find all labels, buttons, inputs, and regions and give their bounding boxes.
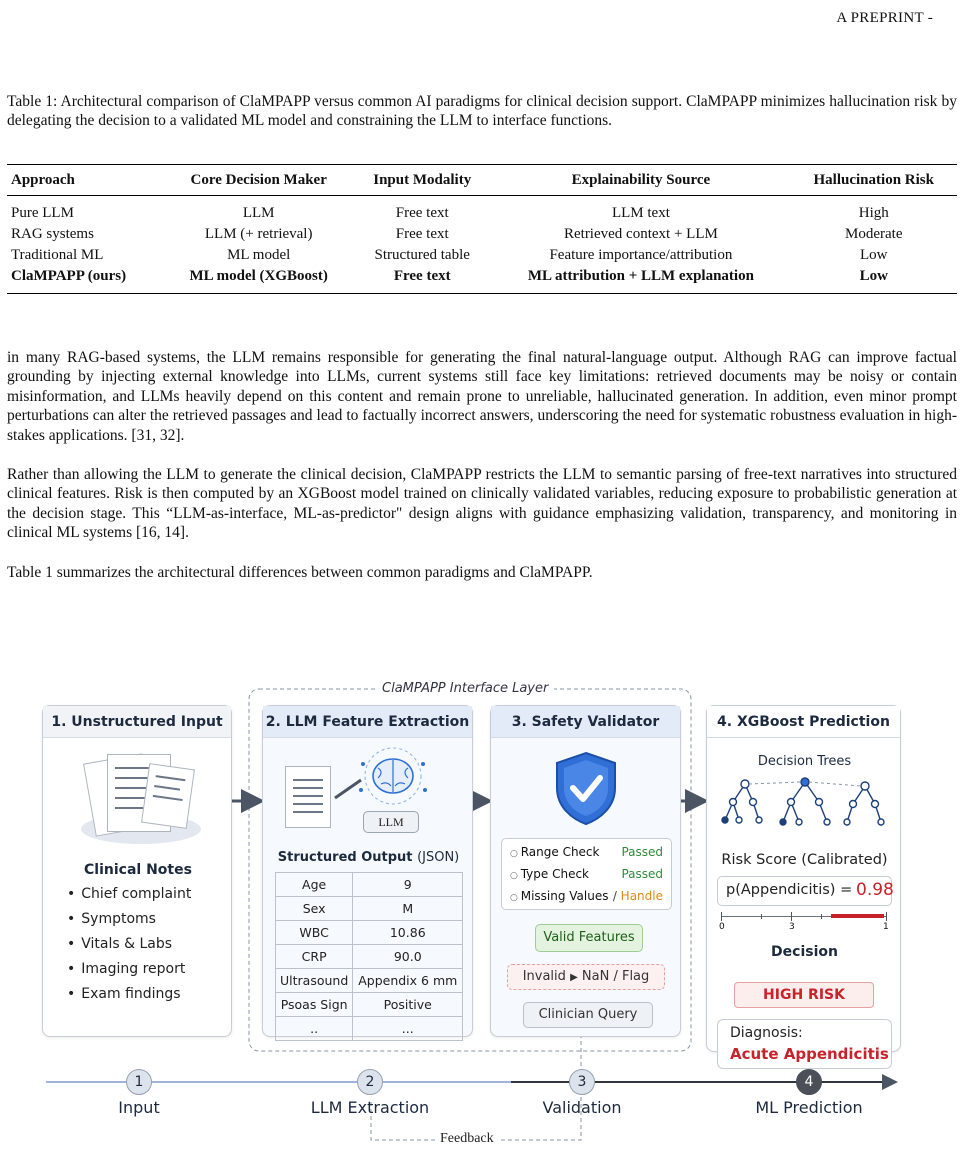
feedback-label: Feedback <box>436 1131 498 1147</box>
table-row <box>276 1017 463 1041</box>
col-hallucination-risk: Hallucination Risk <box>791 165 958 196</box>
brain-icon <box>333 746 443 812</box>
panel-llm-feature-extraction <box>262 705 473 1037</box>
table-cell: LLM text <box>611 205 670 221</box>
step-label: LLM Extraction <box>310 1098 430 1117</box>
risk-score-label: Risk Score (Calibrated) <box>721 852 888 868</box>
step-marker: 3 <box>569 1069 595 1095</box>
table-cell: Pure LLM <box>11 205 74 221</box>
feature-name: CRP <box>276 945 353 969</box>
feature-name: .. <box>276 1017 353 1041</box>
probability-value: 0.98 <box>856 880 894 900</box>
status-badge: Passed <box>621 845 663 859</box>
panel-title: 2. LLM Feature Extraction <box>263 706 472 738</box>
panel-title: 3. Safety Validator <box>491 706 680 738</box>
table-cell: Free text <box>395 226 449 242</box>
col-core-decision-maker: Core Decision Maker <box>164 165 353 196</box>
valid-features-pill: Valid Features <box>535 924 643 952</box>
status-badge: Passed <box>621 867 663 881</box>
list-item: • Chief complaint <box>67 886 191 911</box>
clinical-notes-list <box>67 886 191 1011</box>
table-cell: Traditional ML <box>11 247 104 263</box>
status-badge: / Handle <box>612 889 663 903</box>
risk-scale-fill <box>831 914 884 918</box>
diagnosis-box <box>717 1019 892 1069</box>
panel-xgboost-prediction <box>706 705 901 1063</box>
step-marker: 4 <box>796 1069 822 1095</box>
llm-badge: LLM <box>363 811 419 833</box>
table-cell: Low <box>791 266 958 294</box>
table-row <box>276 945 463 969</box>
body-paragraph: in many RAG-based systems, the LLM remains responsible for generating the final natural-language output. Although RAG can improve factual grounding by injecting external knowledge into LLMs, current systems still face key limitations: retrieved documents may be noisy or contain misinformation, and LLMs heavily depend on this content and remain prone to unreliable, hallucinated generation. In addition, even minor prompt perturbations can alter the retrieved passages and lead to factually incorrect answers, underscoring the need for systematic robustness evaluation in high-stakes applications. [31, 32]. <box>7 349 957 444</box>
panel-safety-validator <box>490 705 681 1037</box>
structured-output-table <box>275 872 463 1041</box>
structured-output-title <box>263 850 474 865</box>
table-cell: Retrieved context + LLM <box>563 226 718 242</box>
panel-unstructured-input <box>42 705 232 1037</box>
table-caption: Table 1: Architectural comparison of ClaMPAPP versus common AI paradigms for clinical decision support. ClaMPAPP minimizes hallucination risk by delegating the decision to a validated ML model and constraining the LLM to interface functions. <box>7 93 957 129</box>
scale-tick-label: 0 <box>719 922 725 932</box>
decision-trees-icon <box>719 772 891 834</box>
table-cell: Free text <box>395 205 449 221</box>
validation-checks <box>501 838 672 910</box>
body-paragraph: Table 1 summarizes the architectural differences between common paradigms and ClaMPAPP. <box>7 564 593 581</box>
table-row <box>276 993 463 1017</box>
feature-name: Age <box>276 873 353 897</box>
feature-value: M <box>353 897 463 921</box>
table-cell: Feature importance/attribution <box>549 247 733 263</box>
feature-value: 90.0 <box>353 945 463 969</box>
list-item: • Symptoms <box>67 911 191 936</box>
table-row <box>276 921 463 945</box>
risk-scale <box>721 910 887 934</box>
table-row <box>276 969 463 993</box>
panel-title: 4. XGBoost Prediction <box>707 706 900 738</box>
table-cell: Free text <box>353 266 491 294</box>
running-head: A PREPRINT - <box>836 10 933 26</box>
table-cell: RAG systems <box>11 226 94 242</box>
shield-check-icon <box>553 750 619 826</box>
pipeline-figure <box>36 677 936 1155</box>
check-row-missing: ○ Missing Values / Handle <box>510 885 663 907</box>
step-label: ML Prediction <box>755 1098 863 1117</box>
col-approach: Approach <box>7 165 164 196</box>
table-row <box>7 245 957 266</box>
scale-tick-label: 3 <box>789 922 795 932</box>
clinician-query-pill: Clinician Query <box>523 1002 653 1028</box>
list-item: • Exam findings <box>67 986 191 1011</box>
table-row <box>7 224 957 245</box>
structured-output-format: (JSON) <box>417 850 460 865</box>
table-cell: ML model (XGBoost) <box>164 266 353 294</box>
scale-tick-label: 1 <box>883 922 889 932</box>
table-cell: ML attribution + LLM explanation <box>491 266 790 294</box>
feature-name: Psoas Sign <box>276 993 353 1017</box>
step-marker: 2 <box>357 1069 383 1095</box>
decision-badge: HIGH RISK <box>734 982 874 1008</box>
diagnosis-label: Diagnosis: <box>730 1025 803 1041</box>
table-cell: Structured table <box>374 247 470 263</box>
document-icon <box>285 766 331 828</box>
decision-label: Decision <box>771 944 838 960</box>
interface-layer-label: ClaMPAPP Interface Layer <box>376 681 554 696</box>
table-row <box>7 266 957 294</box>
table-cell: Low <box>860 247 888 263</box>
clinical-notes-icon <box>69 752 209 852</box>
table-row <box>276 873 463 897</box>
comparison-table <box>7 164 957 294</box>
list-item: • Vitals & Labs <box>67 936 191 961</box>
table-row <box>7 196 957 225</box>
feature-value: 9 <box>353 873 463 897</box>
table-cell: Moderate <box>845 226 903 242</box>
table-cell: LLM <box>242 205 275 221</box>
step-marker: 1 <box>126 1069 152 1095</box>
step-label: Validation <box>542 1098 622 1117</box>
diagnosis-value: Acute Appendicitis <box>730 1045 889 1063</box>
check-row-range: ○ Range Check Passed <box>510 841 663 863</box>
probability-box <box>717 876 892 906</box>
decision-trees-label: Decision Trees <box>757 754 852 769</box>
check-row-type: ○ Type Check Passed <box>510 863 663 885</box>
feature-name: Sex <box>276 897 353 921</box>
feature-value: ... <box>353 1017 463 1041</box>
feature-name: Ultrasound <box>276 969 353 993</box>
table-cell: ClaMPAPP (ours) <box>7 266 164 294</box>
table-cell: LLM (+ retrieval) <box>204 226 313 242</box>
step-label: Input <box>118 1098 160 1117</box>
structured-output-label: Structured Output <box>277 850 413 865</box>
feature-value: Appendix 6 mm <box>353 969 463 993</box>
feature-value: 10.86 <box>353 921 463 945</box>
body-paragraph: Rather than allowing the LLM to generate the clinical decision, ClaMPAPP restricts the LLM to semantic parsing of free-text narratives into structured clinical features. Risk is then computed by an XGBoost model trained on clinically validated variables, reducing exposure to probabilistic generation at the decision stage. This “LLM-as-interface, ML-as-predictor" design aligns with guidance emphasizing validation, transparency, and monitoring in clinical ML systems [16, 14]. <box>7 466 957 542</box>
probability-label: p(Appendicitis) = <box>726 882 853 898</box>
list-item: • Imaging report <box>67 961 191 986</box>
table-row <box>276 897 463 921</box>
table-header-row <box>7 165 957 196</box>
clinical-notes-title: Clinical Notes <box>84 862 192 878</box>
feature-value: Positive <box>353 993 463 1017</box>
table-cell: ML model <box>227 247 291 263</box>
invalid-pill: Invalid ▶ NaN / Flag <box>507 964 665 990</box>
panel-title: 1. Unstructured Input <box>43 706 231 738</box>
feature-name: WBC <box>276 921 353 945</box>
col-input-modality: Input Modality <box>353 165 491 196</box>
col-explainability-source: Explainability Source <box>491 165 790 196</box>
table-cell: High <box>858 205 889 221</box>
